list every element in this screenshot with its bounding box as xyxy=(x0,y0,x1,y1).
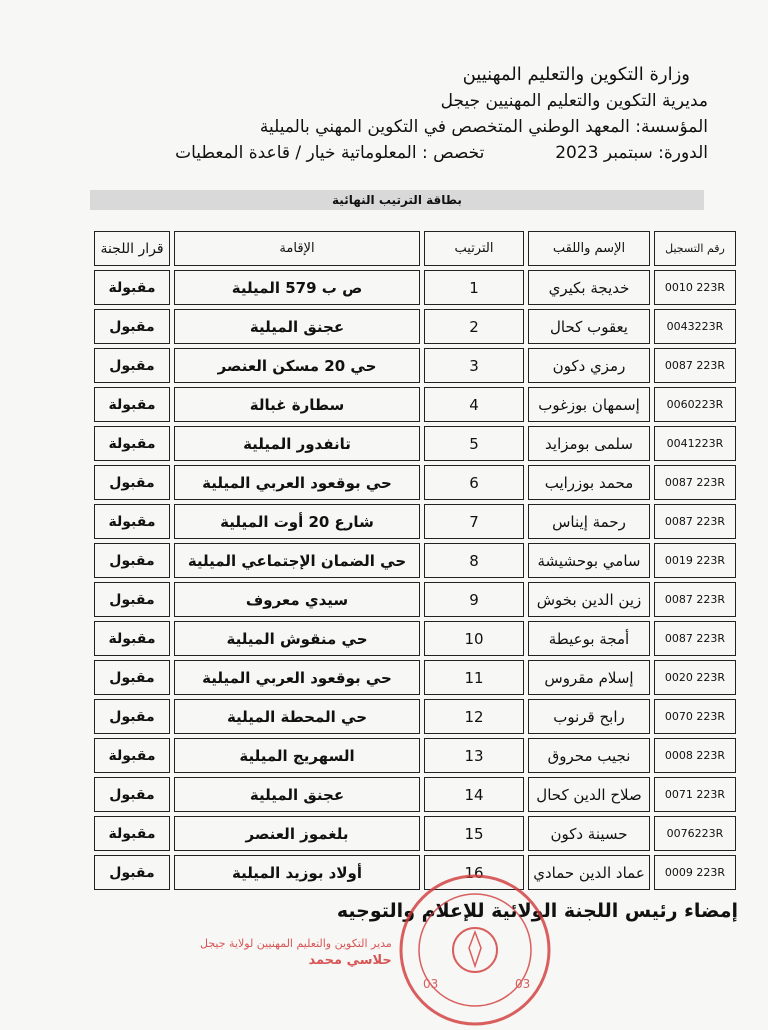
decision-cell: مقبول xyxy=(94,660,170,695)
decision-cell: مقبولة xyxy=(94,816,170,851)
decision-cell: مقبولة xyxy=(94,621,170,656)
rank-cell: 11 xyxy=(424,660,524,695)
table-header-row xyxy=(94,231,736,266)
name-cell: أمجة بوعيطة xyxy=(528,621,650,656)
decision-cell: مقبولة xyxy=(94,504,170,539)
specialty-text: تخصص : المعلوماتية خيار / قاعدة المعطيات xyxy=(175,143,485,163)
decision-cell: مقبولة xyxy=(94,426,170,461)
rank-cell: 16 xyxy=(424,855,524,890)
table-row xyxy=(94,543,736,578)
table-row xyxy=(94,465,736,500)
ranking-table xyxy=(90,227,740,894)
table-row xyxy=(94,387,736,422)
registration-cell: 0019 223R xyxy=(654,543,736,578)
table-row xyxy=(94,621,736,656)
residence-cell: عجنق الميلية xyxy=(174,309,420,344)
name-cell: خديجة بكيري xyxy=(528,270,650,305)
residence-cell: عجنق الميلية xyxy=(174,777,420,812)
rank-cell: 15 xyxy=(424,816,524,851)
rank-cell: 5 xyxy=(424,426,524,461)
rank-cell: 3 xyxy=(424,348,524,383)
rank-cell: 10 xyxy=(424,621,524,656)
rank-cell: 8 xyxy=(424,543,524,578)
table-row xyxy=(94,738,736,773)
rank-cell: 12 xyxy=(424,699,524,734)
name-cell: زين الدين بخوش xyxy=(528,582,650,617)
name-cell: نجيب محروق xyxy=(528,738,650,773)
registration-cell: 0009 223R xyxy=(654,855,736,890)
name-cell: محمد بوزرايب xyxy=(528,465,650,500)
name-cell: صلاح الدين كحال xyxy=(528,777,650,812)
registration-cell: 0087 223R xyxy=(654,621,736,656)
rank-cell: 1 xyxy=(424,270,524,305)
stamp-text xyxy=(200,935,392,969)
residence-cell: ص ب 579 الميلية xyxy=(174,270,420,305)
residence-cell: حي منقوش الميلية xyxy=(174,621,420,656)
table-row xyxy=(94,699,736,734)
header-residence: الإقامة xyxy=(174,231,420,266)
name-cell: إسلام مقروس xyxy=(528,660,650,695)
residence-cell: أولاد بوزيد الميلية xyxy=(174,855,420,890)
rank-cell: 13 xyxy=(424,738,524,773)
name-cell: يعقوب كحال xyxy=(528,309,650,344)
institution-line: المؤسسة: المعهد الوطني المتخصص في التكوين المهني بالميلية xyxy=(259,117,708,137)
ministry-line: وزارة التكوين والتعليم المهنيين xyxy=(462,64,690,85)
residence-cell: حي المحطة الميلية xyxy=(174,699,420,734)
header-decision: قرار اللجنة xyxy=(94,231,170,266)
signature-line: إمضاء رئيس اللجنة الولائية للإعلام والتوجيه xyxy=(336,900,738,922)
residence-cell: حي بوقعود العربي الميلية xyxy=(174,465,420,500)
session-text: الدورة: سبتمبر 2023 xyxy=(555,143,708,163)
table-row xyxy=(94,777,736,812)
rank-cell: 2 xyxy=(424,309,524,344)
name-cell: سامي بوحشيشة xyxy=(528,543,650,578)
name-cell: سلمى بومزايد xyxy=(528,426,650,461)
decision-cell: مقبول xyxy=(94,543,170,578)
residence-cell: شارع 20 أوت الميلية xyxy=(174,504,420,539)
registration-cell: 0076223R xyxy=(654,816,736,851)
name-cell: عماد الدين حمادي xyxy=(528,855,650,890)
official-seal-icon xyxy=(395,870,555,1030)
stamp-name: حلاسي محمد xyxy=(308,953,392,968)
decision-cell: مقبولة xyxy=(94,270,170,305)
decision-cell: مقبولة xyxy=(94,387,170,422)
registration-cell: 0087 223R xyxy=(654,465,736,500)
header-name: الإسم واللقب xyxy=(528,231,650,266)
name-cell: إسمهان بوزغوب xyxy=(528,387,650,422)
registration-cell: 0087 223R xyxy=(654,582,736,617)
svg-text:03: 03 xyxy=(515,977,531,991)
table-row xyxy=(94,816,736,851)
registration-cell: 0008 223R xyxy=(654,738,736,773)
header-rank: الترتيب xyxy=(424,231,524,266)
decision-cell: مقبول xyxy=(94,855,170,890)
table-title: بطاقة الترتيب النهائية xyxy=(90,190,704,210)
decision-cell: مقبول xyxy=(94,777,170,812)
table-row xyxy=(94,582,736,617)
rank-cell: 9 xyxy=(424,582,524,617)
decision-cell: مقبول xyxy=(94,465,170,500)
table-row xyxy=(94,660,736,695)
name-cell: رابح قرنوب xyxy=(528,699,650,734)
decision-cell: مقبولة xyxy=(94,738,170,773)
residence-cell: سيدي معروف xyxy=(174,582,420,617)
registration-cell: 0087 223R xyxy=(654,504,736,539)
residence-cell: السهريج الميلية xyxy=(174,738,420,773)
name-cell: رمزي دكون xyxy=(528,348,650,383)
registration-cell: 0060223R xyxy=(654,387,736,422)
residence-cell: تانفدور الميلية xyxy=(174,426,420,461)
residence-cell: بلغموز العنصر xyxy=(174,816,420,851)
decision-cell: مقبول xyxy=(94,348,170,383)
residence-cell: حي بوقعود العربي الميلية xyxy=(174,660,420,695)
registration-cell: 0070 223R xyxy=(654,699,736,734)
residence-cell: سطارة غبالة xyxy=(174,387,420,422)
stamp-title: مدير التكوين والتعليم المهنيين لولاية جيجل xyxy=(200,937,392,950)
session-line xyxy=(68,140,708,166)
table-row xyxy=(94,270,736,305)
rank-cell: 4 xyxy=(424,387,524,422)
registration-cell: 0010 223R xyxy=(654,270,736,305)
rank-cell: 14 xyxy=(424,777,524,812)
header-registration: رقم التسجيل xyxy=(654,231,736,266)
rank-cell: 6 xyxy=(424,465,524,500)
registration-cell: 0043223R xyxy=(654,309,736,344)
registration-cell: 0087 223R xyxy=(654,348,736,383)
table-row xyxy=(94,348,736,383)
rank-cell: 7 xyxy=(424,504,524,539)
directorate-line: مديرية التكوين والتعليم المهنيين جيجل xyxy=(440,91,708,111)
decision-cell: مقبول xyxy=(94,699,170,734)
registration-cell: 0071 223R xyxy=(654,777,736,812)
registration-cell: 0041223R xyxy=(654,426,736,461)
table-row xyxy=(94,426,736,461)
decision-cell: مقبول xyxy=(94,309,170,344)
name-cell: حسينة دكون xyxy=(528,816,650,851)
svg-text:03: 03 xyxy=(423,977,439,991)
table-row xyxy=(94,504,736,539)
residence-cell: حي 20 مسكن العنصر xyxy=(174,348,420,383)
document-header xyxy=(68,62,708,166)
residence-cell: حي الضمان الإجتماعي الميلية xyxy=(174,543,420,578)
decision-cell: مقبول xyxy=(94,582,170,617)
table-row xyxy=(94,309,736,344)
registration-cell: 0020 223R xyxy=(654,660,736,695)
name-cell: رحمة إيناس xyxy=(528,504,650,539)
